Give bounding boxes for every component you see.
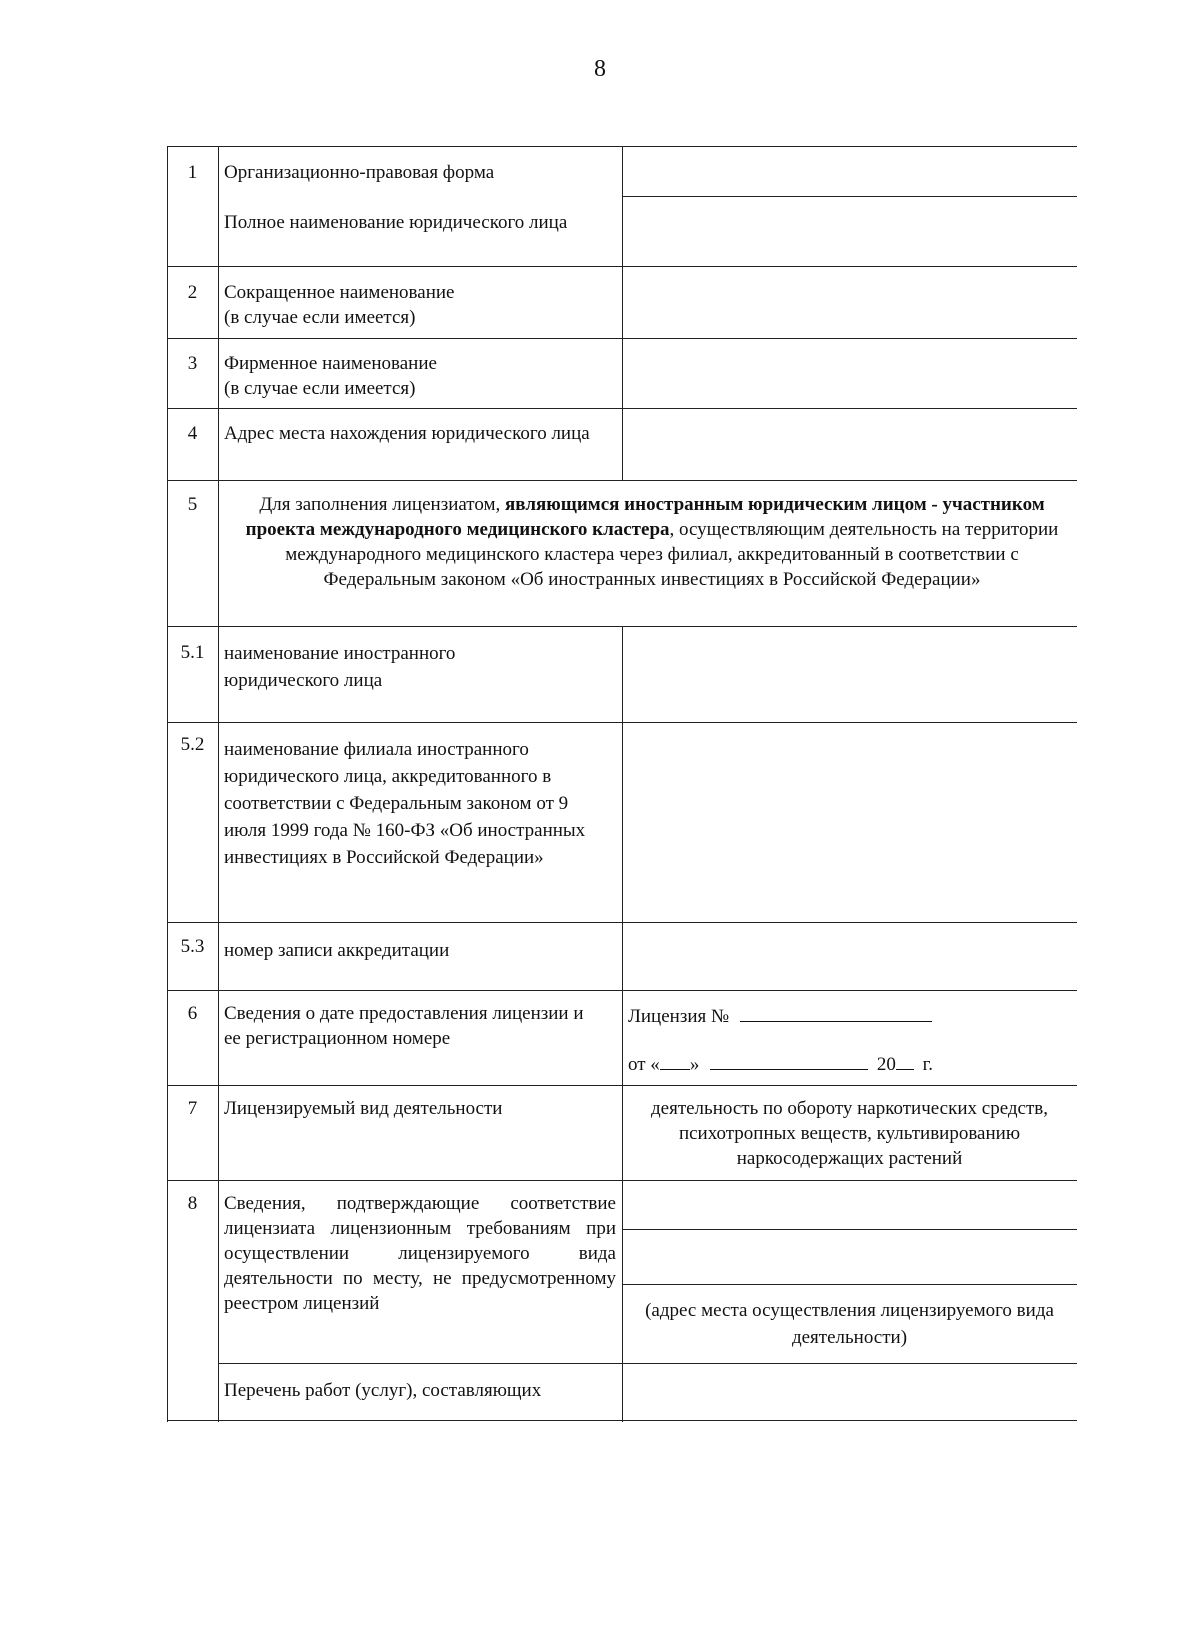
row-number: 2: [187, 282, 198, 303]
foreign-entity-section-heading: [237, 492, 1067, 592]
accreditation-record-label: номер записи аккредитации: [224, 940, 450, 961]
license-form-table: [167, 146, 1077, 1423]
brand-name-label: [224, 351, 620, 401]
row-number: 5: [187, 494, 198, 515]
column-divider: [167, 146, 168, 1422]
full-name-label: Полное наименование юридического лица: [224, 212, 568, 233]
date-open-quote: от «: [628, 1054, 660, 1075]
short-name-label-line2: (в случае если имеется): [224, 307, 416, 328]
brand-name-label-line1: Фирменное наименование: [224, 353, 437, 374]
licensed-activity-value: деятельность по обороту наркотических средств, психотропных веществ, культивированию наркосодержащих растений: [650, 1098, 1049, 1169]
heading-text-start: Для заполнения лицензиатом,: [259, 494, 506, 515]
heading-text-end: , осуществляющим деятельность на территории международного медицинского кластера через филиал, аккредитованный в соответствии с Федеральным законом «Об иностранных инвестициях в Российской Федерации»: [285, 519, 1059, 590]
license-date-label: Сведения о дате предоставления лицензии и ее регистрационном номере: [224, 1003, 584, 1049]
row-divider: [622, 196, 1077, 197]
branch-name-label: наименование филиала иностранного юридического лица, аккредитованного в соответствии с Федеральным законом от 9 июля 1999 года № 160-ФЗ «Об иностранных инвестициях в Российской Федерации»: [224, 739, 586, 868]
year-prefix: 20: [876, 1054, 896, 1075]
legal-address-label: Адрес места нахождения юридического лица: [224, 423, 590, 444]
row-number: 5.2: [180, 734, 205, 755]
row-number: 3: [187, 353, 198, 374]
row-divider: [622, 1284, 1077, 1285]
brand-name-label-line2: (в случае если имеется): [224, 378, 416, 399]
org-legal-form-label: Организационно-правовая форма: [224, 162, 495, 183]
row-number: 1: [187, 162, 198, 183]
row-divider: [218, 1363, 1077, 1364]
page-number: 8: [594, 56, 606, 82]
heading-text-bold: являющимся иностранным юридическим лицом - участником проекта международного медицинского кластера: [245, 494, 1045, 540]
license-number-label: Лицензия №: [628, 1006, 730, 1027]
year-suffix: г.: [922, 1054, 933, 1075]
row-number: 5.1: [180, 642, 205, 663]
year-blank[interactable]: [896, 1051, 914, 1070]
date-close-quote: »: [689, 1054, 700, 1075]
license-number-blank[interactable]: [740, 1003, 932, 1022]
row-number: 7: [187, 1098, 198, 1119]
foreign-entity-name-label: наименование иностранного юридического лица: [224, 643, 456, 691]
licensed-activity-label: Лицензируемый вид деятельности: [224, 1098, 503, 1119]
works-list-label: Перечень работ (услуг), составляющих: [224, 1380, 542, 1401]
compliance-info-label: Сведения, подтверждающие соответствие лицензиата лицензионным требованиям при осуществлении лицензируемого вида деятельности по месту, не предусмотренному реестром лицензий: [224, 1193, 616, 1314]
row-number: 6: [187, 1003, 198, 1024]
activity-address-hint: (адрес места осуществления лицензируемого вида деятельности): [645, 1300, 1054, 1348]
short-name-label-line1: Сокращенное наименование: [224, 282, 455, 303]
row-divider: [167, 480, 1077, 481]
row-number: 8: [187, 1193, 198, 1214]
short-name-label: [224, 280, 620, 330]
license-date-line: [628, 1051, 1068, 1077]
row-number: 4: [187, 423, 198, 444]
license-number-line: [628, 1003, 1068, 1029]
row-number: 5.3: [180, 936, 205, 957]
row-divider: [622, 1229, 1077, 1230]
column-divider: [622, 146, 623, 480]
month-blank[interactable]: [710, 1051, 868, 1070]
column-divider: [218, 146, 219, 1422]
day-blank[interactable]: [660, 1051, 690, 1070]
